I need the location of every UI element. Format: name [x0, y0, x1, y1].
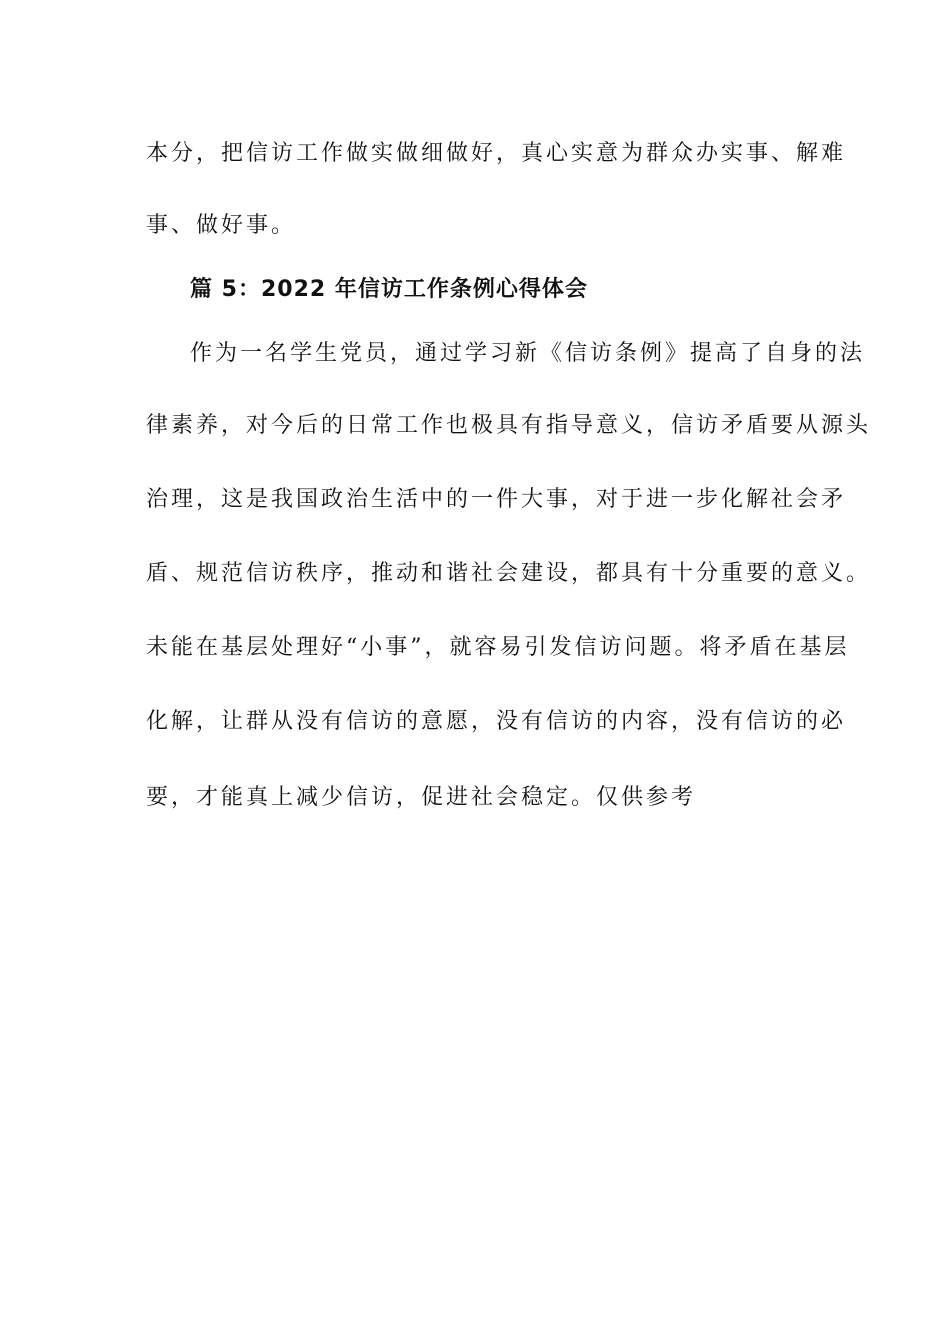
paragraph-line: 化解，让群从没有信访的意愿，没有信访的内容，没有信访的必: [146, 709, 847, 734]
paragraph-line: 要，才能真上减少信访，促进社会稳定。仅供参考: [146, 785, 697, 810]
text-line: 本分，把信访工作做实做细做好，真心实意为群众办实事、解难: [146, 141, 847, 166]
paragraph-line: 治理，这是我国政治生活中的一件大事，对于进一步化解社会矛: [146, 487, 847, 512]
paragraph-line: 律素养，对今后的日常工作也极具有指导意义，信访矛盾要从源头: [146, 413, 872, 438]
paragraph-line: 盾、规范信访秩序，推动和谐社会建设，都具有十分重要的意义。: [146, 561, 872, 586]
section-heading: 篇 5：2022 年信访工作条例心得体会: [190, 277, 588, 302]
paragraph-line: 作为一名学生党员，通过学习新《信访条例》提高了自身的法: [190, 341, 866, 366]
paragraph-line: 未能在基层处理好“小事”，就容易引发信访问题。将矛盾在基层: [146, 635, 850, 660]
text-line: 事、做好事。: [146, 213, 297, 238]
